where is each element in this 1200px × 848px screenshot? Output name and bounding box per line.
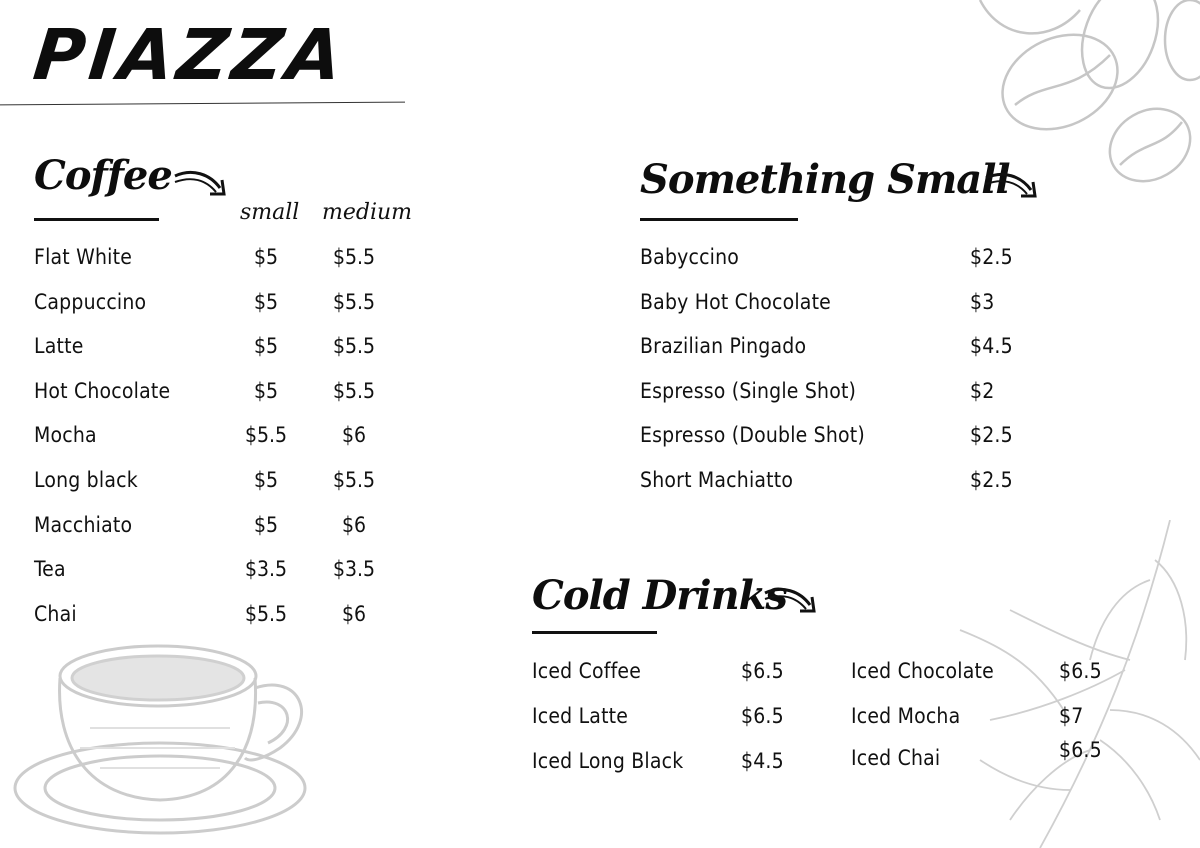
small-item-price: $4.5 (970, 334, 1013, 359)
cold-item-name: Iced Long Black (532, 749, 684, 773)
arrow-icon (762, 583, 820, 617)
small-item-price: $3 (970, 289, 995, 314)
coffee-cup-icon (0, 628, 320, 848)
small-item-name: Babyccino (640, 245, 740, 269)
cold-item-price: $6.5 (1059, 738, 1102, 762)
cold-item-price: $4.5 (741, 749, 784, 773)
coffee-price-small: $5.5 (244, 423, 288, 448)
small-column-label: small (240, 200, 300, 225)
coffee-underline (34, 218, 159, 221)
coffee-price-medium: $6 (341, 601, 367, 626)
coffee-price-medium: $5.5 (332, 334, 376, 359)
coffee-price-medium: $5.5 (332, 245, 376, 269)
brand-underline (0, 102, 405, 106)
cold-item-price: $6.5 (741, 704, 784, 728)
coffee-price-medium: $6 (341, 512, 367, 537)
coffee-price-small: $5 (253, 245, 279, 269)
coffee-item-name: Cappuccino (34, 289, 147, 314)
cold-item-price: $7 (1059, 704, 1084, 728)
arrow-icon (172, 166, 230, 200)
brand-title: PIAZZA (29, 14, 350, 96)
coffee-item-name: Mocha (34, 423, 97, 448)
something-small-title: Something Small (640, 156, 1010, 203)
coffee-price-small: $5 (253, 468, 279, 492)
small-item-price: $2.5 (970, 245, 1013, 269)
medium-column-label: medium (322, 200, 413, 225)
coffee-price-small: $3.5 (244, 557, 288, 582)
coffee-price-small: $5 (253, 512, 279, 537)
cold-drinks-underline (532, 631, 657, 634)
coffee-price-medium: $5.5 (332, 378, 376, 403)
coffee-item-name: Tea (34, 557, 66, 582)
coffee-price-small: $5 (253, 289, 279, 314)
coffee-price-small: $5 (253, 334, 279, 359)
leaf-branch-icon (950, 520, 1200, 848)
small-item-name: Espresso (Single Shot) (640, 378, 857, 403)
coffee-price-small: $5 (253, 378, 279, 403)
small-item-name: Brazilian Pingado (640, 334, 807, 359)
small-item-price: $2 (970, 378, 995, 403)
coffee-item-name: Macchiato (34, 512, 133, 537)
arrow-icon (983, 168, 1041, 202)
cold-item-name: Iced Latte (532, 704, 629, 728)
coffee-item-name: Flat White (34, 245, 133, 269)
cold-drinks-title: Cold Drinks (532, 572, 787, 619)
small-item-name: Baby Hot Chocolate (640, 289, 832, 314)
something-small-underline (640, 218, 798, 221)
coffee-price-medium: $5.5 (332, 468, 376, 492)
coffee-item-name: Latte (34, 334, 84, 359)
coffee-item-name: Hot Chocolate (34, 378, 171, 403)
coffee-item-name: Chai (34, 601, 77, 626)
coffee-price-medium: $6 (341, 423, 367, 448)
small-item-name: Short Machiatto (640, 468, 794, 492)
coffee-price-medium: $3.5 (332, 557, 376, 582)
cold-item-price: $6.5 (741, 659, 784, 683)
cold-item-name: Iced Chai (851, 746, 941, 770)
small-item-price: $2.5 (970, 468, 1013, 492)
coffee-item-name: Long black (34, 468, 138, 492)
coffee-price-small: $5.5 (244, 601, 288, 626)
small-item-price: $2.5 (970, 423, 1013, 448)
cold-item-name: Iced Chocolate (851, 659, 994, 683)
small-item-name: Espresso (Double Shot) (640, 423, 865, 448)
coffee-title: Coffee (34, 152, 172, 199)
cold-item-name: Iced Mocha (851, 704, 961, 728)
cold-item-price: $6.5 (1059, 659, 1102, 683)
cold-item-name: Iced Coffee (532, 659, 642, 683)
coffee-price-medium: $5.5 (332, 289, 376, 314)
